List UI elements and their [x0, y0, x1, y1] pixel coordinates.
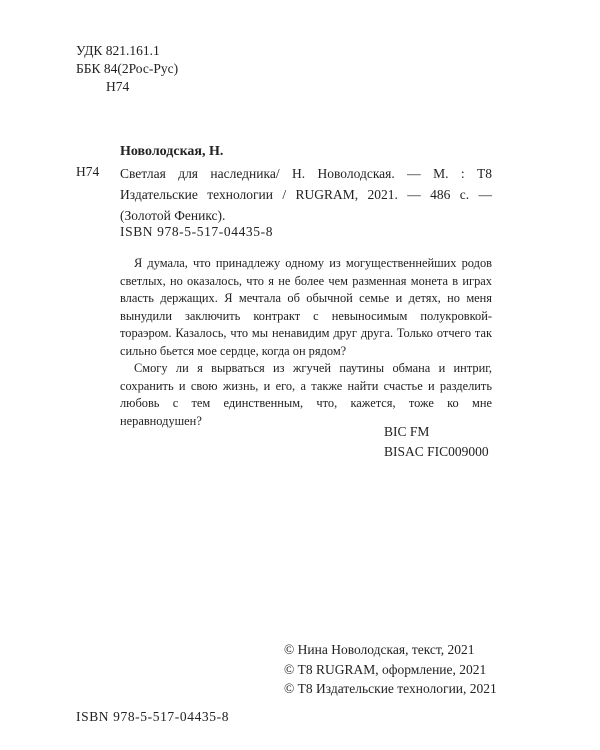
bic-code: BIC FM	[384, 424, 430, 439]
annotation	[120, 255, 492, 430]
footer-isbn: ISBN 978-5-517-04435-8	[76, 709, 230, 724]
copyright-line: © Т8 RUGRAM, оформление, 2021	[284, 661, 487, 677]
annotation-paragraph: Я думала, что принадлежу одному из могущественнейших родов светлых, но оказалось, что я не более чем разменная монета в играх власть держащих. Я мечтала об обычной семье и детях, но меня вынудили заключить контракт с невыносимым полукровкой-тораэром. Казалось, что мы ненавидим друг друга. Только отчего так сильно бьется мое сердце, когда он рядом?	[120, 256, 492, 358]
subject-codes	[384, 422, 489, 462]
entry-cutter-code: Н74	[76, 164, 100, 179]
bisac-code: BISAC FIC009000	[384, 444, 489, 459]
author-name: Новолодская, Н.	[120, 144, 224, 159]
bbk-code: ББК 84(2Рос-Рус)	[76, 61, 179, 76]
entry-isbn: ISBN 978-5-517-04435-8	[120, 224, 274, 239]
copyright-line: © Т8 Издательские технологии, 2021	[284, 681, 497, 696]
copyright-line: © Нина Новолодская, текст, 2021	[284, 642, 475, 657]
cutter-code: Н74	[106, 79, 130, 94]
copyright-notices	[284, 640, 497, 699]
annotation-paragraph: Смогу ли я вырваться из жгучей паутины обмана и интриг, сохранить и свою жизнь, и его, а также найти счастье и разделить любовь с тем единственным, что, кажется, тоже ко мне неравнодушен?	[120, 361, 492, 428]
udk-code: УДК 821.161.1	[76, 43, 160, 58]
classification-codes	[76, 42, 178, 96]
bibliographic-description: Светлая для наследника/ Н. Новолодская. — М. : Т8 Издательские технологии / RUGRAM, 2021. — 486 с. — (Золотой Феникс).	[120, 166, 492, 223]
